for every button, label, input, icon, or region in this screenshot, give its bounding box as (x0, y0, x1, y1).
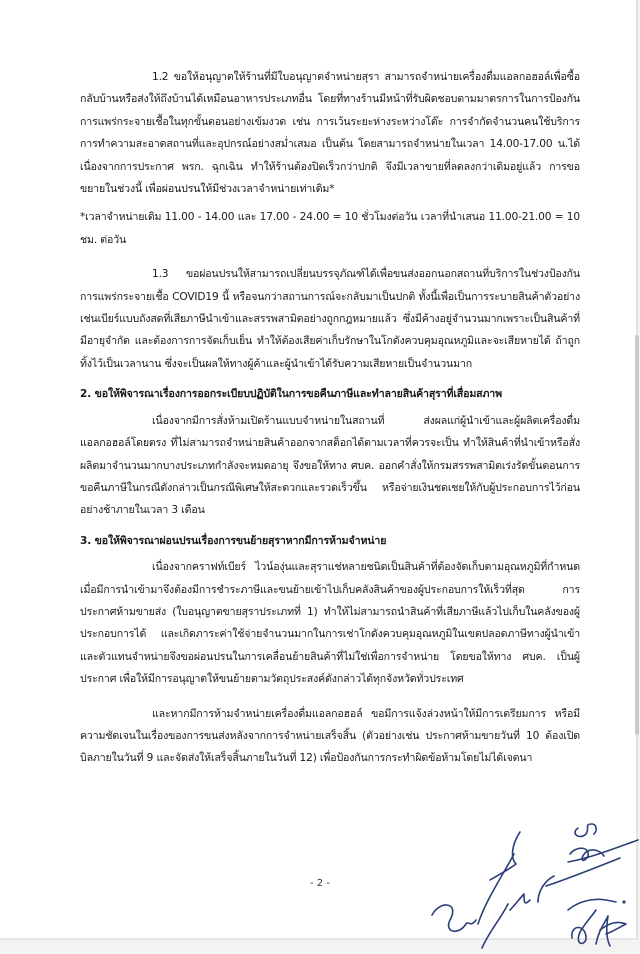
section-1-2-footnote: *เวลาจำหน่ายเดิม 11.00 - 14.00 และ 17.00 - 24.00 = 10 ชั่วโมงต่อวัน เวลาที่นำเสนอ 11.00-21.00 = 10 ชม. ต่อวัน (80, 211, 580, 246)
scrollbar[interactable] (635, 335, 639, 735)
section-3-heading: 3. ขอให้พิจารณาผ่อนปรนเรื่องการขนย้ายสุราหากมีการห้ามจำหน่าย (80, 534, 387, 547)
document-body (80, 66, 580, 770)
section-3-paragraph-2: และหากมีการห้ามจำหน่ายเครื่องดื่มแอลกอฮอล์ ขอมีการแจ้งล่วงหน้าให้มีการเตรียมการ หรือมีความชัดเจนในเรื่องของการขนส่งหลังจากการจำหน่ายเสร็จสิ้น (ตัวอย่างเช่น ประกาศห้ามขายวันที่ 10 ต้องเปิดบิลภายในวันที่ 9 และจัดส่งให้เสร็จสิ้นภายในวันที่ 12) เพื่อป้องกันการกระทำผิดข้อห้ามโดยไม่ได้เจตนา (80, 707, 580, 765)
section-2-heading: 2. ขอให้พิจารณาเรื่องการออกระเบียบปฏิบัติในการขอคืนภาษีและทำลายสินค้าสุราที่เสื่อมสภาพ (80, 388, 502, 401)
handwritten-signatures (420, 820, 640, 950)
section-1-2-paragraph: 1.2 ขอให้อนุญาตให้ร้านที่มีใบอนุญาตจำหน่ายสุรา สามารถจำหน่ายเครื่องดื่มแอลกอฮอล์เพื่อซื้อกลับบ้านหรือส่งให้ถึงบ้านได้เหมือนอาหารประเภทอื่น โดยที่ทางร้านมีหน้าที่รับผิดชอบตามมาตรการในการป้องกันการแพร่กระจายเชื้อในทุกขั้นตอนอย่างเข้มงวด เช่น การเว้นระยะห่างระหว่างโต๊ะ การจำกัดจำนวนคนใช้บริการ การทำความสะอาดสถานที่และอุปกรณ์อย่างสม่ำเสมอ เป็นต้น โดยสามารถจำหน่ายในเวลา 14.00-17.00 น.ได้ เนื่องจากการประกาศ พรก. ฉุกเฉิน ทำให้ร้านต้องปิดเร็วกว่าปกติ จึงมีเวลาขายที่ลดลงกว่าเดิมอยู่แล้ว การขอขยายในช่วงนี้ เพื่อผ่อนปรนให้มีช่วงเวลาจำหน่ายเท่าเดิม* (80, 71, 580, 196)
section-1-3-paragraph: 1.3 ขอผ่อนปรนให้สามารถเปลี่ยนบรรจุภัณฑ์ได้เพื่อขนส่งออกนอกสถานที่บริการในช่วงป้องกันการแพร่กระจายเชื้อ COVID19 นี้ หรือจนกว่าสถานการณ์จะกลับมาเป็นปกติ ทั้งนี้เพื่อเป็นการระบายสินค้าตัวอย่างเช่นเบียร์แบบถังสดที่เสียภาษีนำเข้าและสรรพสามิตอย่างถูกกฎหมายแล้ว ซึ่งมีค้างอยู่จำนวนมากเพราะเป็นสินค้าที่มีอายุจำกัด และต้องการการจัดเก็บเย็น ทำให้ต้องเสียค่าเก็บรักษาในโกดังควบคุมอุณหภูมิและจะเสียหายได้ ถ้าถูกทิ้งไว้เป็นเวลานาน ซึ่งจะเป็นผลให้ทางผู้ค้าและผู้นำเข้าได้รับความเสียหายเป็นจำนวนมาก (80, 268, 580, 370)
signature-scribbles-icon (420, 820, 640, 950)
page-number: - 2 - (310, 878, 330, 889)
section-3-paragraph-1: เนื่องจากคราฟท์เบียร์ ไวน์องุ่นและสุราแช่หลายชนิดเป็นสินค้าที่ต้องจัดเก็บตามอุณหภูมิที่กำหนด เมื่อมีการนำเข้ามาจึงต้องมีการชำระภาษีและขนย้ายเข้าไปเก็บคลังสินค้าของผู้ประกอบการให้เร็วที่สุด การประกาศห้ามขายส่ง (ใบอนุญาตขายสุราประเภทที่ 1) ทำให้ไม่สามารถนำสินค้าที่เสียภาษีแล้วไปเก็บในคลังของผู้ประกอบการได้ และเกิดภาระค่าใช้จ่ายจำนวนมากในการเช่าโกดังควบคุมอุณหภูมิในเขตปลอดภาษีทางผู้นำเข้าและตัวแทนจำหน่ายจึงขอผ่อนปรนในการเคลื่อนย้ายสินค้าที่ไม่ใช่เพื่อการจำหน่าย โดยขอให้ทาง ศบค. เป็นผู้ประกาศ เพื่อให้มีการอนุญาตให้ขนย้ายตามวัตถุประสงค์ดังกล่าวได้ทุกจังหวัดทั่วประเทศ (80, 561, 580, 686)
section-2-paragraph: เนื่องจากมีการสั่งห้ามเปิดร้านแบบจำหน่ายในสถานที่ ส่งผลแก่ผู้นำเข้าและผู้ผลิตเครื่องดื่มแอลกอฮอล์โดยตรง ที่ไม่สามารถจำหน่ายสินค้าออกจากสต็อกได้ตามเวลาที่ควรจะเป็น ทำให้สินค้าที่นำเข้าหรือสั่งผลิตมาจำนวนมากบางประเภทกำลังจะหมดอายุ จึงขอให้ทาง ศบค. ออกคำสั่งให้กรมสรรพสามิตเร่งรัดขั้นตอนการขอคืนภาษีในกรณีดังกล่าวเป็นกรณีพิเศษให้สะดวกและรวดเร็วขึ้น หรือจ่ายเงินชดเชยให้กับผู้ประกอบการไว้ก่อน อย่างช้าภายในเวลา 3 เดือน (80, 414, 580, 517)
